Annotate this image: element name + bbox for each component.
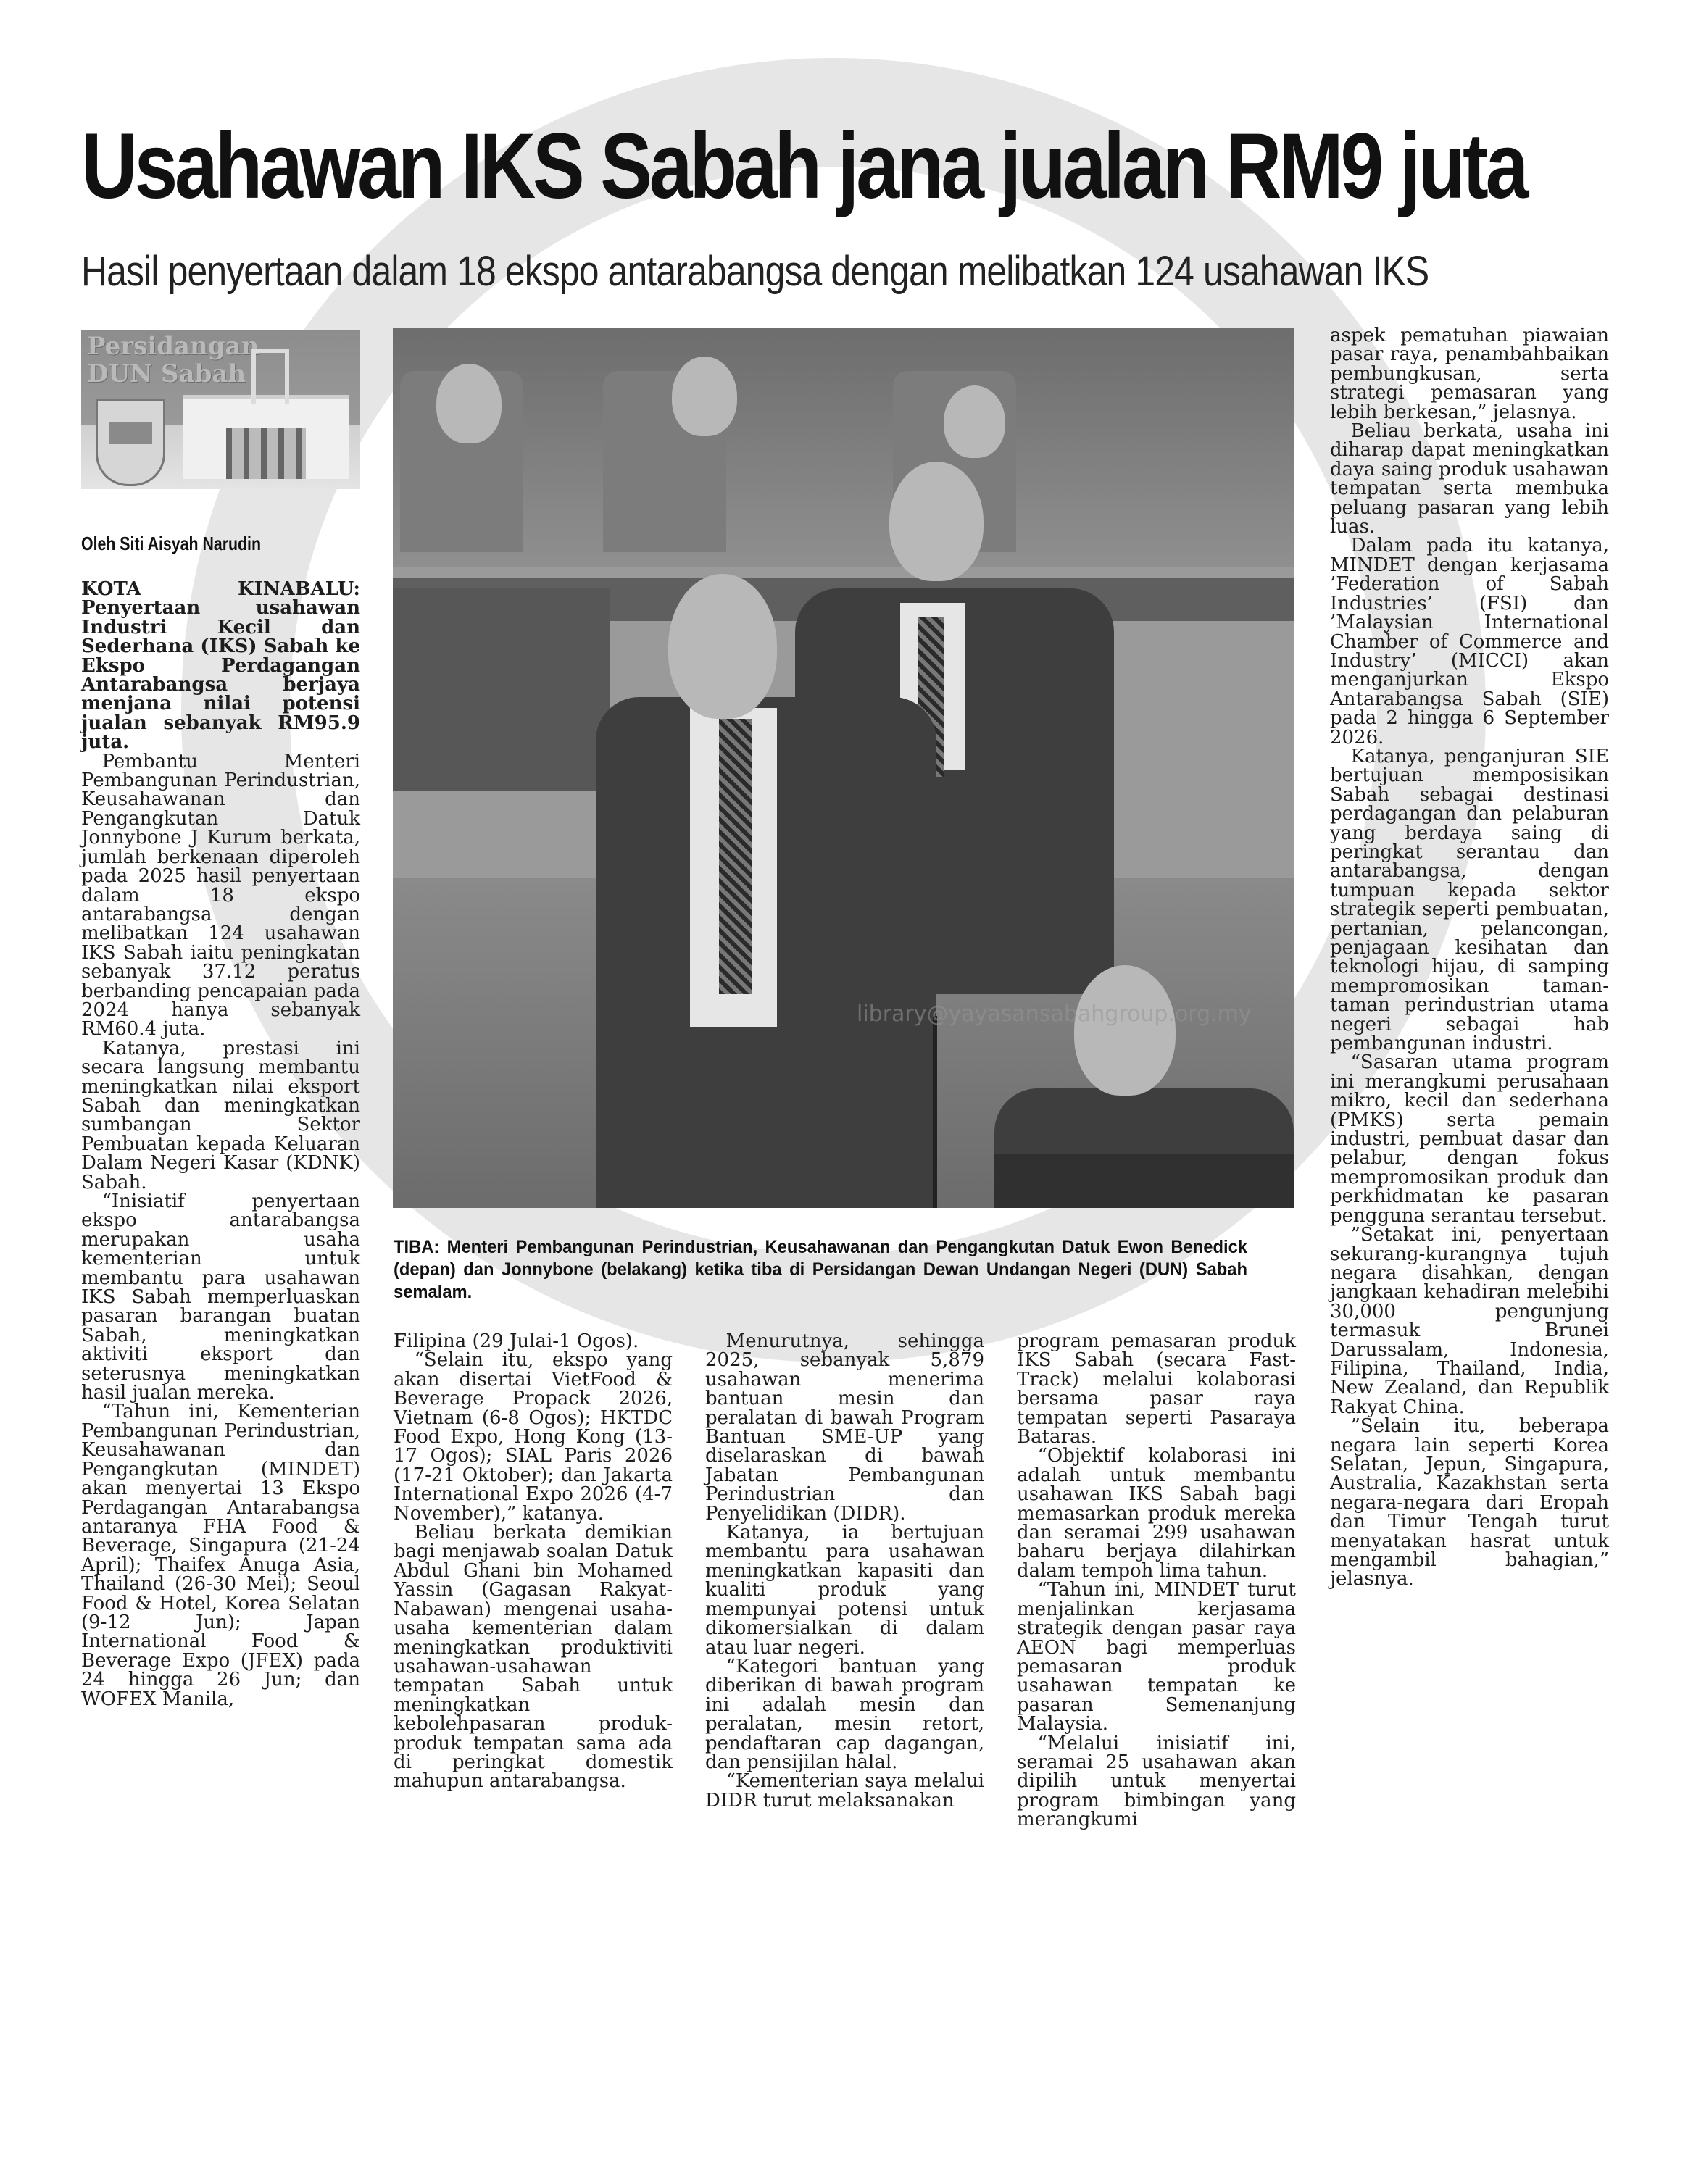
photo-person-back-head	[889, 462, 984, 581]
photo-person-seated-head	[1074, 965, 1176, 1096]
paragraph: “Sasaran utama program ini merangkumi perusahaan mikro, kecil dan sederhana (PMKS) serta pemain industri, pembuat dasar dan pelabur, dengan fokus mempromosikan produk dan perkhidmatan ke pasaran pengguna serantau tersebut.	[1330, 1051, 1609, 1227]
article-column-3	[705, 1332, 984, 1810]
watermark-url: library@yayasansabahgroup.org.my	[857, 1001, 1252, 1027]
paragraph: Katanya, prestasi ini secara langsung membantu meningkatkan nilai eksport Sabah dan meningkatkan sumbangan Sektor Pembuatan kepada Keluaran Dalam Negeri Kasar (KDNK) Sabah.	[81, 1037, 360, 1193]
photo-desk	[994, 1154, 1294, 1208]
paragraph: ”Selain itu, beberapa negara lain seperti Korea Selatan, Jepun, Singapura, Australia, Kazakhstan serta negara-negara dari Eropah dan Timur Tengah turut menyatakan hasrat untuk mengambil bahagian,” jelasnya.	[1330, 1415, 1609, 1591]
photo-person	[436, 364, 502, 443]
paragraph: “Selain itu, ekspo yang akan disertai VietFood & Beverage Propack 2026, Vietnam (6-8 Ogos); HKTDC Food Expo, Hong Kong (13-17 Ogos); SIAL Paris 2026 (17-21 Oktober); dan Jakarta International Expo 2026 (4-7 November),” katanya.	[394, 1349, 673, 1525]
paragraph: Katanya, ia bertujuan membantu para usahawan meningkatkan kapasiti dan kualiti produk yang mempunyai potensi untuk dikomersialkan di dalam atau luar negeri.	[705, 1522, 984, 1659]
photo-tie	[719, 719, 752, 994]
section-logo-title-line2: DUN Sabah	[87, 359, 246, 388]
byline: Oleh Siti Aisyah Narudin	[81, 533, 261, 554]
photo-person	[672, 357, 737, 436]
photo-microphone	[933, 1016, 937, 1208]
photo-person	[944, 385, 1005, 458]
article-column-5	[1330, 326, 1609, 1589]
paragraph: program pemasaran produk IKS Sabah (secara Fast-Track) melalui kolaborasi bersama pasar raya tempatan seperti Pasaraya Bataras.	[1017, 1330, 1296, 1449]
section-logo-title	[87, 333, 259, 388]
dun-building-image	[183, 395, 349, 479]
paragraph: aspek pematuhan piawaian pasar raya, penambahbaikan pembungkusan, serta strategi pemasaran yang lebih berkesan,” jelasnya.	[1330, 325, 1609, 423]
paragraph: Katanya, penganjuran SIE bertujuan memposisikan Sabah sebagai destinasi perdagangan dan pelaburan yang berdaya saing di peringkat serantau dan antarabangsa, dengan tumpuan kepada sektor strategik seperti pembuatan, pertanian, pelancongan, penjagaan kesihatan dan teknologi hijau, di samping mempromosikan taman-taman perindustrian utama negeri sebagai hab pembangunan industri.	[1330, 745, 1609, 1055]
paragraph: “Tahun ini, MINDET turut menjalinkan kerjasama strategik dengan pasar raya AEON bagi memperluas pemasaran produk usahawan tempatan ke pasaran Semenanjung Malaysia.	[1017, 1579, 1296, 1735]
section-logo-persidangan-dun-sabah	[81, 330, 360, 489]
headline: Usahawan IKS Sabah jana jualan RM9 juta	[81, 114, 1526, 218]
paragraph: Filipina (29 Julai-1 Ogos).	[394, 1330, 639, 1352]
paragraph: Beliau berkata, usaha ini diharap dapat meningkatkan daya saing produk usahawan tempatan serta membuka peluang pasaran yang lebih luas.	[1330, 420, 1609, 538]
article-column-2	[394, 1332, 673, 1791]
paragraph: “Kategori bantuan yang diberikan di bawah program ini adalah mesin dan peralatan, mesin retort, pendaftaran cap dagangan, dan pensijilan halal.	[705, 1655, 984, 1773]
paragraph: Menurutnya, sehingga 2025, sebanyak 5,879 usahawan menerima bantuan mesin dan peralatan di bawah Program Bantuan SME-UP yang diselaraskan di bawah Jabatan Pembangunan Perindustrian dan Penyelidikan (DIDR).	[705, 1330, 984, 1525]
paragraph: “Tahun ini, Kementerian Pembangunan Perindustrian, Keusahawanan dan Pengangkutan (MINDET) akan menyertai 13 Ekspo Perdagangan Antarabangsa antaranya FHA Food & Beverage, Singapura (21-24 April); Thaifex Anuga Asia, Thailand (26-30 Mei); Seoul Food & Hotel, Korea Selatan (9-12 Jun); Japan International Food & Beverage Expo (JFEX) pada 24 hingga 26 Jun; dan WOFEX Manila,	[81, 1401, 360, 1710]
article-column-1	[81, 580, 360, 1709]
paragraph: Dalam pada itu katanya, MINDET dengan kerjasama ’Federation of Sabah Industries’ (FSI) dan ’Malaysian International Chamber of Commerce and Industry’ (MICCI) akan menganjurkan Ekspo Antarabangsa Sabah (SIE) pada 2 hingga 6 September 2026.	[1330, 535, 1609, 749]
article-column-4	[1017, 1332, 1296, 1830]
photo-caption: TIBA: Menteri Pembangunan Perindustrian, Keusahawanan dan Pengangkutan Datuk Ewon Benedick (depan) dan Jonnybone (belakang) ketika tiba di Persidangan Dewan Undangan Negeri (DUN) Sabah semalam.	[394, 1237, 1247, 1302]
paragraph: Beliau berkata demikian bagi menjawab soalan Datuk Abdul Ghani bin Mohamed Yassin (Gagasan Rakyat-Nabawan) mengenai usaha-usaha kementerian dalam meningkatkan produktiviti usahawan-usahawan tempatan Sabah untuk meningkatkan kebolehpasaran produk-produk tempatan sama ada di peringkat domestik mahupun antarabangsa.	[394, 1522, 673, 1793]
paragraph: “Inisiatif penyertaan ekspo antarabangsa merupakan usaha kementerian untuk membantu para usahawan IKS Sabah memperluaskan pasaran barangan buatan Sabah, meningkatkan aktiviti eksport dan seterusnya meningkatkan hasil jualan mereka.	[81, 1191, 360, 1404]
paragraph: Pembantu Menteri Pembangunan Perindustrian, Keusahawanan dan Pengangkutan Datuk Jonnybone J Kurum berkata, jumlah berkenaan diperoleh pada 2025 hasil penyertaan dalam 18 ekspo antarabangsa dengan melibatkan 124 usahawan IKS Sabah iaitu peningkatan sebanyak 37.12 peratus berbanding pencapaian pada 2024 hanya sebanyak RM60.4 juta.	[81, 750, 360, 1041]
paragraph: “Kementerian saya melalui DIDR turut melaksanakan	[705, 1770, 984, 1812]
paragraph: ”Setakat ini, penyertaan sekurang-kurangnya tujuh negara disahkan, dengan jangkaan kehadiran melebihi 30,000 pengunjung termasuk Brunei Darussalam, Indonesia, Filipina, Thailand, India, New Zealand, dan Republik Rakyat China.	[1330, 1224, 1609, 1418]
sabah-crest-icon	[96, 399, 165, 486]
photo-person-front-head	[668, 574, 777, 719]
subheadline: Hasil penyertaan dalam 18 ekspo antarabangsa dengan melibatkan 124 usahawan IKS	[81, 248, 1429, 295]
news-photo	[393, 328, 1294, 1208]
section-logo-title-line1: Persidangan	[87, 332, 259, 361]
lead-paragraph: KOTA KINABALU: Penyertaan usahawan Industri Kecil dan Sederhana (IKS) Sabah ke Ekspo Perdagangan Antarabangsa berjaya menjana nilai potensi jualan sebanyak RM95.9 juta.	[81, 578, 360, 754]
paragraph: “Melalui inisiatif ini, seramai 25 usahawan akan dipilih untuk menyertai program bimbingan yang merangkumi	[1017, 1732, 1296, 1831]
paragraph: “Objektif kolaborasi ini adalah untuk membantu usahawan IKS Sabah bagi memasarkan produk mereka dan seramai 299 usahawan baharu berjaya dilahirkan dalam tempoh lima tahun.	[1017, 1445, 1296, 1582]
photo-gallery-background	[393, 328, 1294, 567]
photo-desk	[393, 588, 610, 791]
